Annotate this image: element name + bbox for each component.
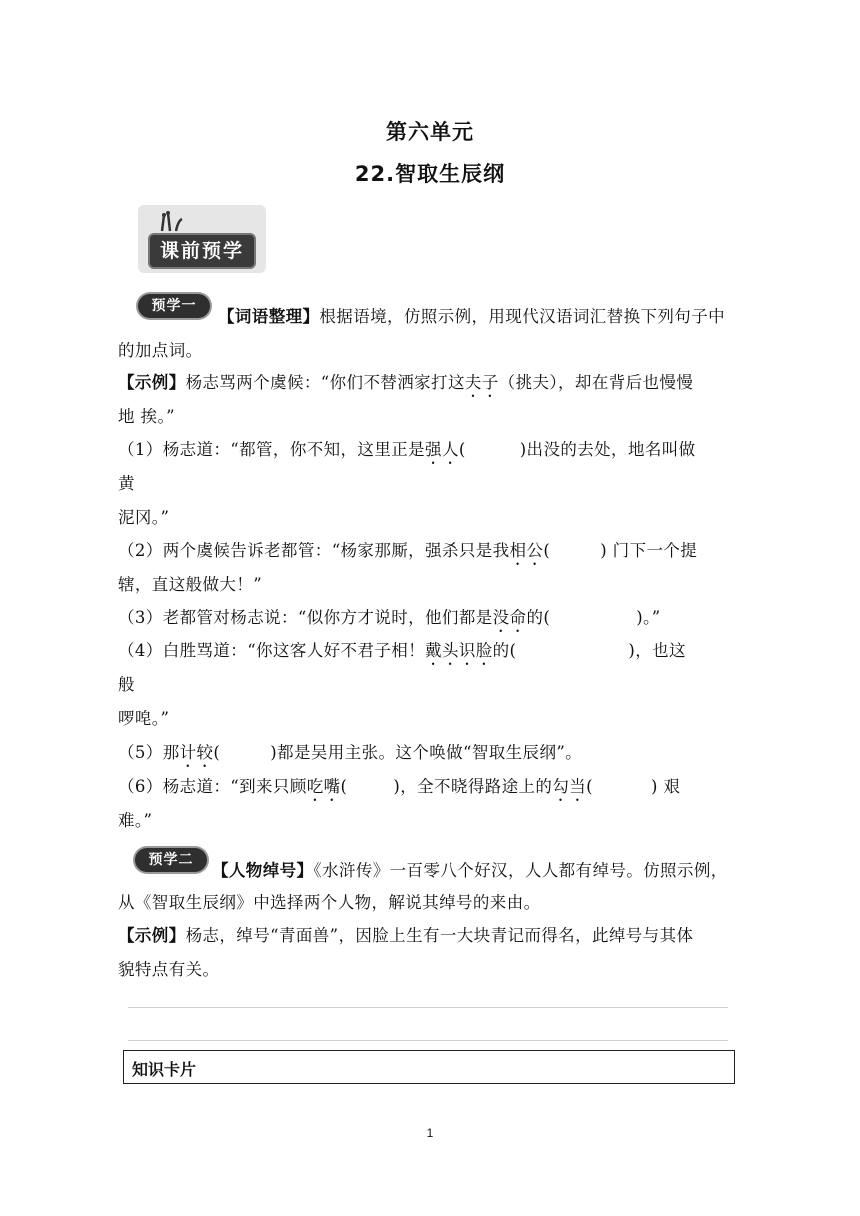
item-1-cont-a: 黄 — [118, 474, 135, 493]
item-3: （3）老都管对杨志说：“似你方才说时，他们都是没命的( )。” — [118, 608, 661, 627]
item-4: （4）白胜骂道：“你这客人好不君子相！戴头识脸的( )，也这 — [118, 641, 686, 660]
item-6: （6）杨志道：“到来只顾吃嘴( )，全不晓得路途上的勾当( ) 艰 — [118, 777, 681, 796]
section2-intro-b: 从《智取生辰纲》中选择两个人物，解说其绰号的来由。 — [118, 893, 541, 912]
section2-example-b: 貌特点有关。 — [118, 960, 220, 979]
item-6-cont: 难。” — [118, 811, 153, 830]
item-1-cont-b: 泥冈。” — [118, 508, 170, 527]
item-5: （5）那计较( )都是吴用主张。这个唤做“智取生辰纲”。 — [118, 743, 583, 762]
unit-title: 第六单元 — [386, 120, 474, 144]
section2-badge: 预学二 — [135, 848, 207, 872]
section1-badge: 预学一 — [138, 294, 210, 318]
section1-intro-a: 【词语整理】根据语境，仿照示例，用现代汉语词汇替换下列句子中 — [218, 307, 726, 326]
lesson-title: 22.智取生辰纲 — [354, 162, 506, 186]
pre-study-label: 课前预学 — [148, 233, 256, 269]
answer-line-1 — [128, 1007, 728, 1008]
page-number: 1 — [426, 1126, 434, 1140]
section2-example-a: 【示例】杨志，绰号“青面兽”，因脸上生有一大块青记而得名，此绰号与其体 — [118, 926, 694, 945]
item-2-cont: 辖，直这般做大！” — [118, 575, 263, 594]
section1-example-a: 【示例】杨志骂两个虞候：“你们不替洒家打这夫子（挑夫），却在背后也慢慢 — [118, 373, 694, 392]
section1-intro-b: 的加点词。 — [118, 341, 203, 360]
section2-intro-a: 【人物绰号】《水浒传》一百零八个好汉，人人都有绰号。仿照示例， — [212, 861, 728, 880]
item-4-cont-b: 啰唣。” — [118, 709, 170, 728]
answer-line-2 — [128, 1040, 728, 1041]
snail-icon — [158, 211, 184, 233]
section1-example-b: 地 挨。” — [118, 407, 175, 426]
knowledge-card-title: 知识卡片 — [132, 1060, 197, 1079]
knowledge-card-box — [123, 1050, 735, 1084]
pre-study-banner — [138, 205, 266, 273]
item-2: （2）两个虞候告诉老都管：“杨家那厮，强杀只是我相公( ) 门下一个提 — [118, 541, 698, 560]
item-1: （1）杨志道：“都管，你不知，这里正是强人( )出没的去处，地名叫做 — [118, 440, 696, 459]
item-4-cont-a: 般 — [118, 675, 135, 694]
